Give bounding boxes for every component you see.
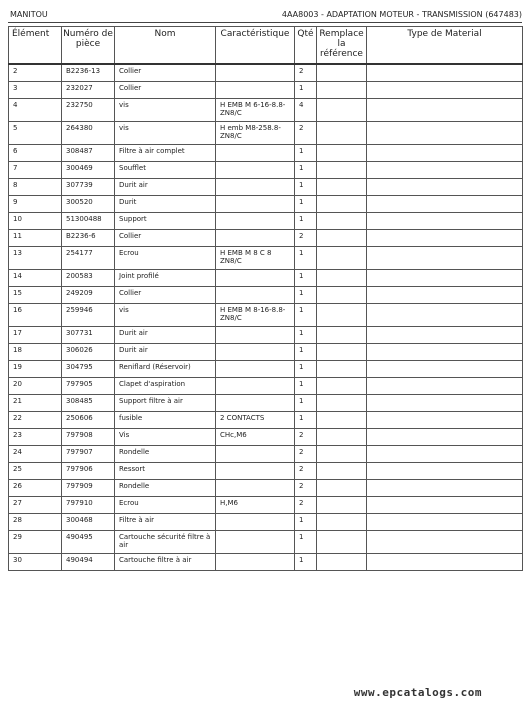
cell-element: 3: [9, 82, 62, 99]
cell-qty: 1: [295, 213, 317, 230]
table-row: [9, 429, 523, 446]
cell-name: Collier: [115, 64, 216, 82]
cell-material: [367, 82, 523, 99]
cell-characteristic: [216, 64, 295, 82]
cell-qty: 1: [295, 531, 317, 554]
cell-name: Durit air: [115, 344, 216, 361]
cell-element: 19: [9, 361, 62, 378]
cell-material: [367, 327, 523, 344]
cell-element: 27: [9, 497, 62, 514]
cell-characteristic: [216, 270, 295, 287]
cell-element: 24: [9, 446, 62, 463]
cell-characteristic: [216, 395, 295, 412]
cell-characteristic: [216, 514, 295, 531]
cell-part-number: 490495: [62, 531, 115, 554]
cell-qty: 2: [295, 64, 317, 82]
cell-part-number: 259946: [62, 304, 115, 327]
cell-part-number: 300469: [62, 162, 115, 179]
cell-name: Ecrou: [115, 497, 216, 514]
cell-name: Ressort: [115, 463, 216, 480]
cell-characteristic: [216, 480, 295, 497]
cell-replacement: [317, 304, 367, 327]
table-row: [9, 412, 523, 429]
cell-material: [367, 64, 523, 82]
cell-material: [367, 230, 523, 247]
cell-characteristic: H,M6: [216, 497, 295, 514]
cell-qty: 2: [295, 497, 317, 514]
table-header-row: [9, 27, 523, 65]
cell-material: [367, 361, 523, 378]
cell-qty: 1: [295, 327, 317, 344]
table-row: [9, 304, 523, 327]
cell-replacement: [317, 463, 367, 480]
cell-part-number: 232027: [62, 82, 115, 99]
cell-qty: 1: [295, 361, 317, 378]
cell-replacement: [317, 162, 367, 179]
table-row: [9, 344, 523, 361]
cell-name: Clapet d'aspiration: [115, 378, 216, 395]
cell-material: [367, 145, 523, 162]
table-row: [9, 514, 523, 531]
table-row: [9, 99, 523, 122]
cell-material: [367, 395, 523, 412]
cell-element: 16: [9, 304, 62, 327]
cell-part-number: 797909: [62, 480, 115, 497]
cell-qty: 2: [295, 429, 317, 446]
cell-element: 8: [9, 179, 62, 196]
col-header-replacement: Remplace la référence: [317, 27, 367, 65]
cell-name: Soufflet: [115, 162, 216, 179]
cell-replacement: [317, 145, 367, 162]
table-row: [9, 64, 523, 82]
cell-qty: 2: [295, 122, 317, 145]
cell-element: 17: [9, 327, 62, 344]
cell-material: [367, 196, 523, 213]
cell-name: Cartouche sécurité filtre à air: [115, 531, 216, 554]
cell-characteristic: [216, 378, 295, 395]
cell-qty: 1: [295, 145, 317, 162]
cell-part-number: 797907: [62, 446, 115, 463]
cell-replacement: [317, 395, 367, 412]
table-row: [9, 162, 523, 179]
cell-characteristic: [216, 230, 295, 247]
cell-replacement: [317, 64, 367, 82]
cell-replacement: [317, 446, 367, 463]
cell-material: [367, 514, 523, 531]
col-header-name: Nom: [115, 27, 216, 65]
cell-element: 20: [9, 378, 62, 395]
cell-characteristic: [216, 196, 295, 213]
cell-characteristic: [216, 344, 295, 361]
cell-part-number: 797910: [62, 497, 115, 514]
cell-replacement: [317, 429, 367, 446]
col-header-material: Type de Material: [367, 27, 523, 65]
cell-name: Support filtre à air: [115, 395, 216, 412]
cell-material: [367, 531, 523, 554]
cell-qty: 1: [295, 554, 317, 571]
cell-replacement: [317, 247, 367, 270]
cell-characteristic: H EMB M 8 C 8 ZN8/C: [216, 247, 295, 270]
table-row: [9, 179, 523, 196]
cell-material: [367, 446, 523, 463]
cell-characteristic: [216, 463, 295, 480]
cell-replacement: [317, 378, 367, 395]
cell-characteristic: 2 CONTACTS: [216, 412, 295, 429]
table-row: [9, 480, 523, 497]
table-row: [9, 213, 523, 230]
cell-replacement: [317, 287, 367, 304]
cell-name: Collier: [115, 82, 216, 99]
cell-material: [367, 412, 523, 429]
cell-qty: 1: [295, 162, 317, 179]
cell-qty: 1: [295, 196, 317, 213]
cell-characteristic: [216, 531, 295, 554]
cell-name: vis: [115, 122, 216, 145]
cell-qty: 2: [295, 446, 317, 463]
table-body: [9, 64, 523, 571]
cell-characteristic: H emb M8-258.8-ZN8/C: [216, 122, 295, 145]
cell-replacement: [317, 361, 367, 378]
cell-characteristic: H EMB M 8-16-8.8-ZN8/C: [216, 304, 295, 327]
col-header-element: Élément: [9, 27, 62, 65]
cell-part-number: B2236-6: [62, 230, 115, 247]
cell-qty: 2: [295, 480, 317, 497]
cell-element: 26: [9, 480, 62, 497]
cell-qty: 1: [295, 82, 317, 99]
cell-name: Durit air: [115, 179, 216, 196]
cell-name: Filtre à air: [115, 514, 216, 531]
cell-replacement: [317, 179, 367, 196]
cell-name: Filtre à air complet: [115, 145, 216, 162]
cell-material: [367, 287, 523, 304]
cell-element: 18: [9, 344, 62, 361]
cell-characteristic: CHc,M6: [216, 429, 295, 446]
cell-element: 29: [9, 531, 62, 554]
document-title: 4AA8003 - ADAPTATION MOTEUR - TRANSMISSION (647483): [281, 10, 522, 19]
cell-characteristic: [216, 554, 295, 571]
table-row: [9, 196, 523, 213]
cell-material: [367, 463, 523, 480]
cell-replacement: [317, 230, 367, 247]
cell-part-number: 250606: [62, 412, 115, 429]
cell-element: 30: [9, 554, 62, 571]
cell-name: Ecrou: [115, 247, 216, 270]
col-header-characteristic: Caractéristique: [216, 27, 295, 65]
cell-part-number: 264380: [62, 122, 115, 145]
cell-characteristic: [216, 446, 295, 463]
cell-characteristic: [216, 287, 295, 304]
cell-characteristic: [216, 327, 295, 344]
cell-part-number: 304795: [62, 361, 115, 378]
cell-material: [367, 179, 523, 196]
cell-replacement: [317, 497, 367, 514]
header-divider: [8, 22, 522, 23]
cell-qty: 1: [295, 287, 317, 304]
cell-characteristic: [216, 82, 295, 99]
cell-part-number: 254177: [62, 247, 115, 270]
cell-qty: 1: [295, 304, 317, 327]
cell-part-number: 307739: [62, 179, 115, 196]
cell-replacement: [317, 480, 367, 497]
cell-material: [367, 122, 523, 145]
cell-replacement: [317, 213, 367, 230]
table-row: [9, 554, 523, 571]
cell-element: 7: [9, 162, 62, 179]
cell-qty: 1: [295, 378, 317, 395]
table-row: [9, 122, 523, 145]
cell-part-number: 306026: [62, 344, 115, 361]
table-row: [9, 446, 523, 463]
cell-name: Durit: [115, 196, 216, 213]
cell-characteristic: [216, 213, 295, 230]
table-row: [9, 463, 523, 480]
cell-replacement: [317, 99, 367, 122]
cell-name: Collier: [115, 230, 216, 247]
cell-name: fusible: [115, 412, 216, 429]
cell-part-number: B2236-13: [62, 64, 115, 82]
cell-element: 23: [9, 429, 62, 446]
cell-qty: 2: [295, 463, 317, 480]
cell-characteristic: H EMB M 6-16-8.8-ZN8/C: [216, 99, 295, 122]
cell-qty: 1: [295, 412, 317, 429]
cell-part-number: 490494: [62, 554, 115, 571]
table-row: [9, 327, 523, 344]
cell-part-number: 797908: [62, 429, 115, 446]
cell-part-number: 797905: [62, 378, 115, 395]
cell-material: [367, 162, 523, 179]
col-header-qty: Qté: [295, 27, 317, 65]
cell-material: [367, 344, 523, 361]
cell-part-number: 307731: [62, 327, 115, 344]
watermark: www.epcatalogs.com: [353, 686, 482, 699]
cell-material: [367, 378, 523, 395]
cell-element: 10: [9, 213, 62, 230]
cell-replacement: [317, 531, 367, 554]
table-row: [9, 230, 523, 247]
cell-characteristic: [216, 179, 295, 196]
cell-element: 2: [9, 64, 62, 82]
cell-characteristic: [216, 162, 295, 179]
brand-name: MANITOU: [10, 10, 48, 19]
cell-element: 21: [9, 395, 62, 412]
cell-qty: 1: [295, 395, 317, 412]
cell-material: [367, 270, 523, 287]
cell-element: 13: [9, 247, 62, 270]
table-row: [9, 247, 523, 270]
cell-element: 22: [9, 412, 62, 429]
cell-qty: 4: [295, 99, 317, 122]
parts-table: [8, 26, 523, 571]
table-row: [9, 270, 523, 287]
cell-material: [367, 213, 523, 230]
cell-material: [367, 247, 523, 270]
cell-element: 5: [9, 122, 62, 145]
cell-name: Durit air: [115, 327, 216, 344]
cell-qty: 1: [295, 247, 317, 270]
cell-name: vis: [115, 304, 216, 327]
cell-qty: 1: [295, 179, 317, 196]
cell-part-number: 797906: [62, 463, 115, 480]
cell-element: 25: [9, 463, 62, 480]
cell-name: Rondelle: [115, 446, 216, 463]
cell-material: [367, 429, 523, 446]
cell-name: Reniflard (Réservoir): [115, 361, 216, 378]
cell-element: 4: [9, 99, 62, 122]
cell-qty: 1: [295, 344, 317, 361]
cell-part-number: 249209: [62, 287, 115, 304]
table-row: [9, 497, 523, 514]
cell-replacement: [317, 554, 367, 571]
cell-name: vis: [115, 99, 216, 122]
table-row: [9, 531, 523, 554]
table-row: [9, 361, 523, 378]
cell-qty: 2: [295, 230, 317, 247]
cell-material: [367, 554, 523, 571]
cell-characteristic: [216, 361, 295, 378]
cell-element: 9: [9, 196, 62, 213]
cell-material: [367, 497, 523, 514]
cell-part-number: 308485: [62, 395, 115, 412]
cell-part-number: 300468: [62, 514, 115, 531]
table-row: [9, 395, 523, 412]
table-row: [9, 287, 523, 304]
cell-name: Joint profilé: [115, 270, 216, 287]
cell-material: [367, 304, 523, 327]
cell-element: 14: [9, 270, 62, 287]
cell-element: 6: [9, 145, 62, 162]
cell-part-number: 300520: [62, 196, 115, 213]
cell-material: [367, 480, 523, 497]
cell-part-number: 308487: [62, 145, 115, 162]
cell-part-number: 51300488: [62, 213, 115, 230]
cell-name: Rondelle: [115, 480, 216, 497]
table-row: [9, 378, 523, 395]
cell-element: 15: [9, 287, 62, 304]
cell-material: [367, 99, 523, 122]
cell-part-number: 200583: [62, 270, 115, 287]
cell-replacement: [317, 344, 367, 361]
cell-element: 28: [9, 514, 62, 531]
cell-qty: 1: [295, 270, 317, 287]
cell-element: 11: [9, 230, 62, 247]
col-header-part-number: Numéro de pièce: [62, 27, 115, 65]
cell-part-number: 232750: [62, 99, 115, 122]
cell-replacement: [317, 412, 367, 429]
cell-name: Collier: [115, 287, 216, 304]
cell-replacement: [317, 270, 367, 287]
cell-name: Cartouche filtre à air: [115, 554, 216, 571]
cell-replacement: [317, 514, 367, 531]
cell-name: Support: [115, 213, 216, 230]
table-row: [9, 82, 523, 99]
cell-replacement: [317, 196, 367, 213]
table-row: [9, 145, 523, 162]
cell-characteristic: [216, 145, 295, 162]
cell-replacement: [317, 82, 367, 99]
cell-replacement: [317, 122, 367, 145]
cell-replacement: [317, 327, 367, 344]
cell-qty: 1: [295, 514, 317, 531]
cell-name: Vis: [115, 429, 216, 446]
